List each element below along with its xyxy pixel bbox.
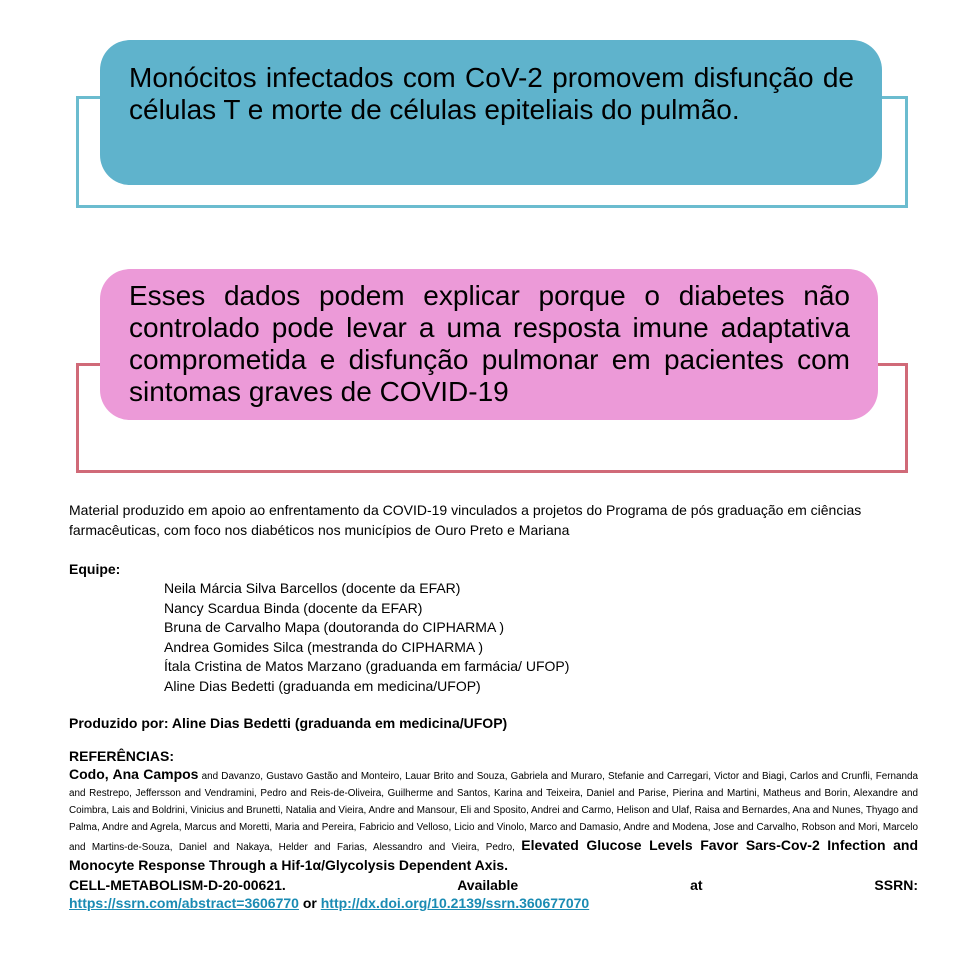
reference-coauthors: and Davanzo, Gustavo Gastão and Monteiro, Lauar Brito and Souza, Gabriela and Muraro, Stefanie and Carregari, Victor and Biagi, Carlos and Crunfli, Fernanda and Restrepo, Jeffersson and Vendramini, Pedro and Reis-de-Oliveira, Guilherme and Santos, Karina and Teixeira, Daniel and Parise, Pierina and Martini, Matheus and Borin, Alexandre and Coimbra, Lais and Boldrini, Vinicius and Brunetti, Natalia and Vieira, Andre and Mansour, Eli and Sposito, Andrei and Carmo, Helison and Ulaf, Raisa and Bernardes, Ana and Nunes, Thyago and Palma, Andre and Agrela, Marcus and Moretti, Maria and Pereira, Fabricio and Velloso, Licio and Vinolo, Marco and Damasio, Andre and Modena, Jose and Carvalho, Robson and Mori, Marcelo and Martins-de-Souza, Daniel and Nakaya, Helder and Farias, Alessandro and Vieira, Pedro,: [69, 771, 918, 853]
reference-id: CELL-METABOLISM-D-20-00621.: [69, 877, 286, 893]
team-label: Equipe:: [69, 561, 121, 577]
callout-box-diabetes: [100, 269, 878, 420]
team-member: Neila Márcia Silva Barcellos (docente da EFAR): [164, 580, 461, 596]
callout-box-monocytes: [100, 40, 882, 185]
references-title: REFERÊNCIAS:: [69, 748, 175, 764]
callout-text-diabetes: Esses dados podem explicar porque o diabetes não controlado pode levar a uma resposta imune adaptativa comprometida e disfunção pulmonar em pacientes com sintomas graves de COVID-19: [129, 280, 850, 407]
team-member: Nancy Scardua Binda (docente da EFAR): [164, 599, 423, 616]
reference-or: or: [302, 895, 317, 911]
doi-link[interactable]: http://dx.doi.org/10.2139/ssrn.360677070: [320, 895, 590, 911]
team-member: Ítala Cristina de Matos Marzano (graduanda em farmácia/ UFOP): [164, 658, 570, 674]
reference-available: Available at SSRN:: [457, 877, 918, 893]
team-member: Bruna de Carvalho Mapa (doutoranda do CIPHARMA ): [164, 619, 505, 635]
reference-title: Elevated Glucose Levels Favor Sars-Cov-2 Infection and Monocyte Response Through a Hif-1α/Glycolysis Dependent Axis.: [69, 837, 918, 873]
team-list: [69, 579, 917, 696]
references-section: [69, 747, 918, 912]
callout-text-monocytes: Monócitos infectados com CoV-2 promovem disfunção de células T e morte de células epiteliais do pulmão.: [129, 62, 854, 125]
produced-by: Produzido por: Aline Dias Bedetti (graduanda em medicina/UFOP): [69, 715, 508, 731]
material-description: Material produzido em apoio ao enfrentamento da COVID-19 vinculados a projetos do Programa de pós graduação em ciências farmacêuticas, com foco nos diabéticos nos municípios de Ouro Preto e Mariana: [69, 502, 862, 538]
reference-lead-author: Codo, Ana Campos: [69, 766, 199, 782]
reference-availability: [69, 876, 918, 912]
reference-id-line: [69, 876, 918, 894]
team-member: Andrea Gomides Silca (mestranda do CIPHARMA ): [164, 638, 484, 655]
info-section: [69, 500, 917, 733]
ssrn-link[interactable]: https://ssrn.com/abstract=3606770: [69, 895, 299, 911]
reference-entry: [69, 765, 918, 876]
team-member: Aline Dias Bedetti (graduanda em medicina/UFOP): [164, 677, 481, 694]
